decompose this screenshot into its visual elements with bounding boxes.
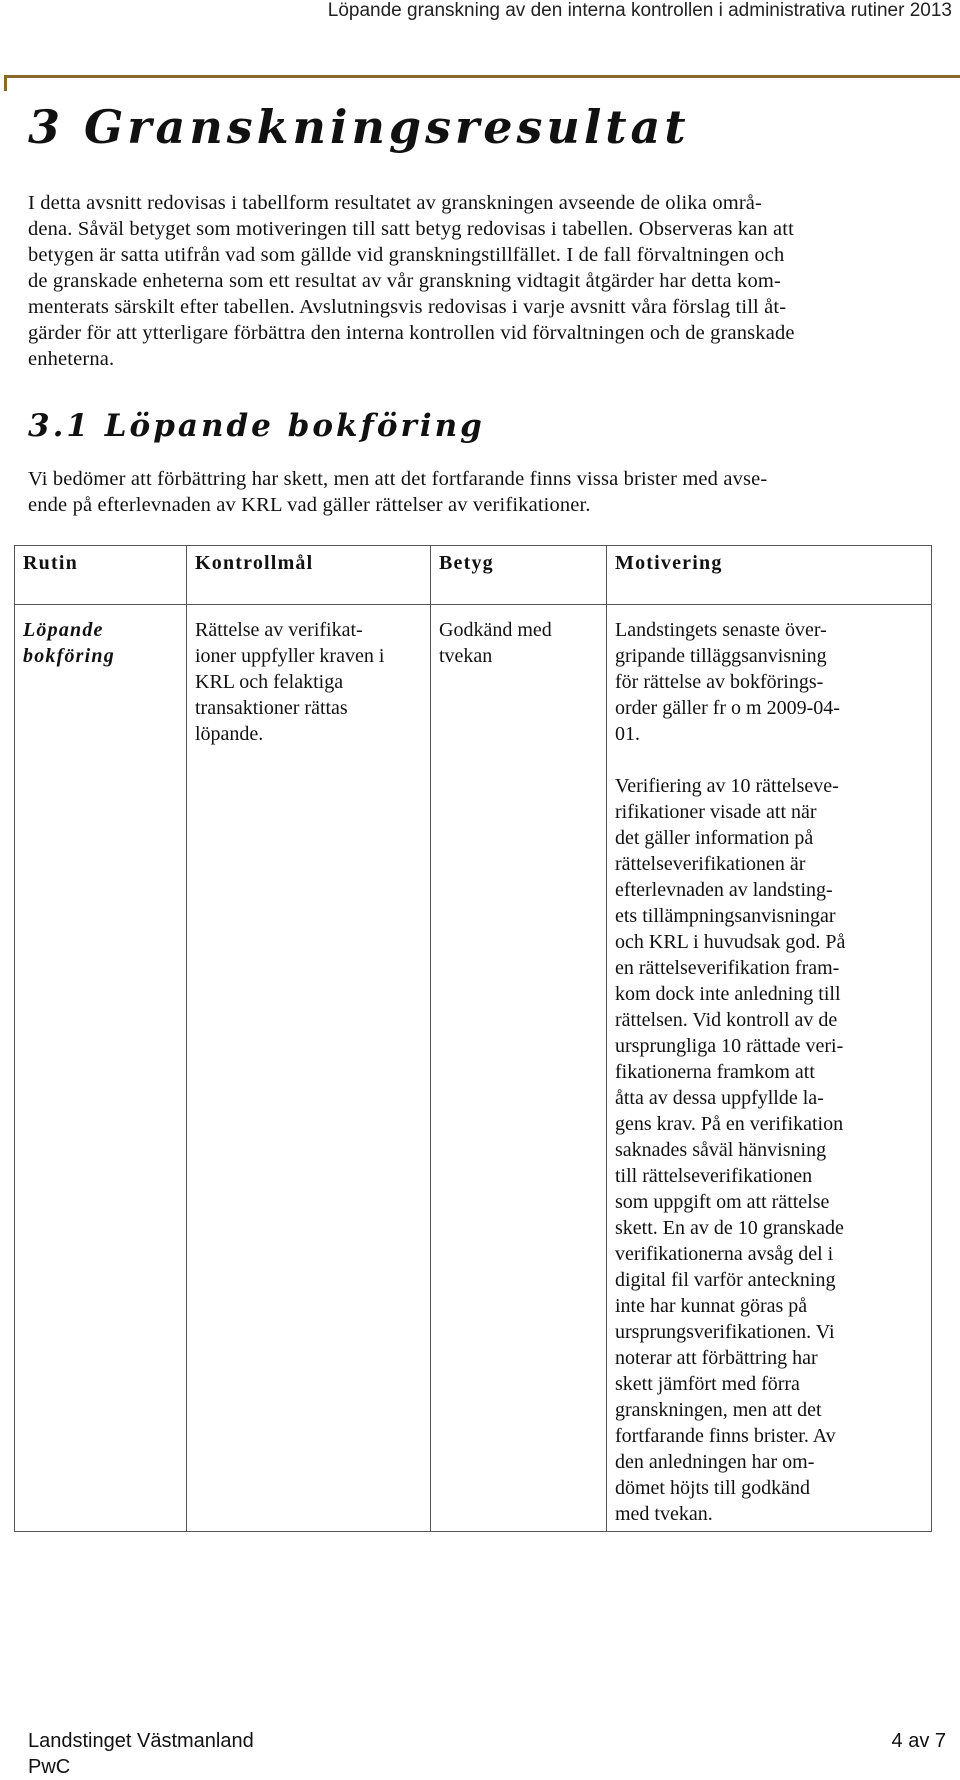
betyg-line: tvekan [439,645,493,667]
motivering-line: gens krav. På en verifikation [615,1113,844,1135]
kontrollmal-line: KRL och felaktiga [195,671,344,693]
intro-line: dena. Såväl betyget som motiveringen till satt betyg redovisas i tabellen. Observeras kan att [28,218,794,240]
table-header-row [15,546,932,605]
motivering-line: gripande tilläggsanvisning [615,645,827,667]
intro-line: de granskade enheterna som ett resultat av vår granskning vidtagit åtgärder har detta kom- [28,270,781,292]
motivering-line: order gäller fr o m 2009-04- [615,697,840,719]
intro-line: enheterna. [28,348,115,370]
motivering-line: till rättelseverifikationen [615,1165,813,1187]
intro-line: menterats särskilt efter tabellen. Avslutningsvis redovisas i varje avsnitt våra förslag till åt- [28,296,787,318]
motivering-line: ursprungsverifikationen. Vi [615,1321,835,1343]
motivering-line: rättelsen. Vid kontroll av de [615,1009,838,1031]
assessment-paragraph [28,466,958,518]
motivering-line: fortfarande finns brister. Av [615,1425,836,1447]
footer-org: Landstinget Västmanland [28,1730,254,1752]
corner-mark [4,75,7,91]
motivering-line: ursprungliga 10 rättade veri- [615,1035,844,1057]
cell-betyg [431,605,607,1532]
motivering-line: Landstingets senaste över- [615,619,827,641]
motivering-line: skett jämfört med förra [615,1373,800,1395]
motivering-line: noterar att förbättring har [615,1347,818,1369]
cell-kontrollmal [187,605,431,1532]
motivering-line: fikationerna framkom att [615,1061,815,1083]
motivering-line: kom dock inte anledning till [615,983,841,1005]
kontrollmal-line: transaktioner rättas [195,697,348,719]
header-rule [20,75,960,78]
assessment-line: Vi bedömer att förbättring har skett, men att det fortfarande finns vissa brister med avse- [28,468,768,490]
page-number: 4 av 7 [891,1730,946,1752]
header-betyg: Betyg [431,546,607,605]
motivering-line: en rättelseverifikation fram- [615,957,840,979]
motivering-line: och KRL i huvudsak god. På [615,931,846,953]
motivering-line: rifikationer visade att när [615,801,817,823]
table-row [15,605,932,1532]
motivering-line: ets tillämpningsanvisningar [615,905,836,927]
cell-rutin [15,605,187,1532]
motivering-line: Verifiering av 10 rättelseve- [615,775,839,797]
chapter-title: 3 Granskningsresultat [28,100,690,154]
motivering-line: som uppgift om att rättelse [615,1191,830,1213]
motivering-line: inte har kunnat göras på [615,1295,808,1317]
intro-line: I detta avsnitt redovisas i tabellform resultatet av granskningen avseende de olika områ- [28,192,763,214]
motivering-paragraph-1 [615,617,923,747]
kontrollmal-line: ioner uppfyller kraven i [195,645,385,667]
motivering-line: skett. En av de 10 granskade [615,1217,844,1239]
motivering-line: det gäller information på [615,827,814,849]
results-table [14,545,932,1532]
motivering-line: 01. [615,723,640,745]
intro-line: gärder för att ytterligare förbättra den interna kontrollen vid förvaltningen och de granskade [28,322,795,344]
betyg-line: Godkänd med [439,619,552,641]
motivering-line: rättelseverifikationen är [615,853,806,875]
motivering-line: den anledningen har om- [615,1451,815,1473]
motivering-line: för rättelse av bokförings- [615,671,824,693]
footer-firm: PwC [28,1756,71,1778]
running-header: Löpande granskning av den interna kontrollen i administrativa rutiner 2013 [327,0,952,21]
section-title: 3.1 Löpande bokföring [28,408,485,444]
motivering-line: med tvekan. [615,1503,713,1525]
motivering-line: saknades såväl hänvisning [615,1139,827,1161]
rutin-line: Löpande [23,619,104,641]
kontrollmal-line: löpande. [195,723,264,745]
motivering-line: efterlevnaden av landsting- [615,879,833,901]
motivering-line: verifikationerna avsåg del i [615,1243,834,1265]
motivering-line: digital fil varför anteckning [615,1269,836,1291]
motivering-line: åtta av dessa uppfyllde la- [615,1087,824,1109]
header-kontrollmal: Kontrollmål [187,546,431,605]
motivering-paragraph-2 [615,773,923,1527]
header-motivering: Motivering [607,546,932,605]
assessment-line: ende på efterlevnaden av KRL vad gäller rättelser av verifikationer. [28,494,591,516]
intro-paragraph [28,190,958,372]
motivering-line: dömet höjts till godkänd [615,1477,810,1499]
cell-motivering [607,605,932,1532]
footer-left [28,1728,254,1780]
intro-line: betygen är satta utifrån vad som gällde vid granskningstillfället. I de fall förvaltningen och [28,244,785,266]
motivering-line: granskningen, men att det [615,1399,822,1421]
kontrollmal-line: Rättelse av verifikat- [195,619,363,641]
header-rutin: Rutin [15,546,187,605]
rutin-line: bokföring [23,645,115,667]
